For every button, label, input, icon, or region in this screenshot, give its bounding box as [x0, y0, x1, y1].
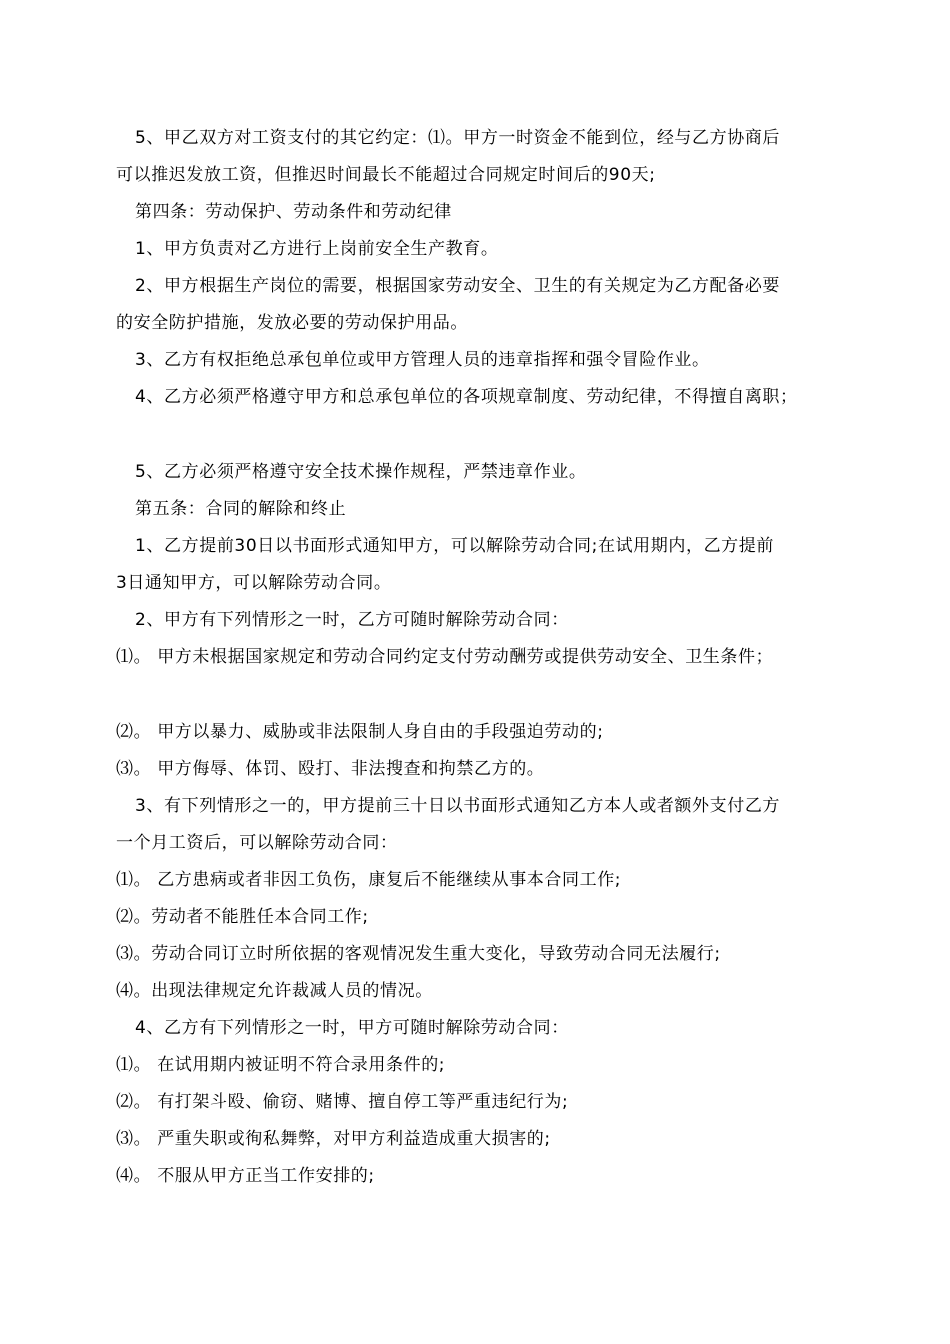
paragraph-line: 1、甲方负责对乙方进行上岗前安全生产教育。 [135, 239, 499, 259]
paragraph-line: 3、有下列情形之一的，甲方提前三十日以书面形式通知乙方本人或者额外支付乙方 [135, 796, 781, 816]
paragraph-line: 2、甲方根据生产岗位的需要，根据国家劳动安全、卫生的有关规定为乙方配备必要 [135, 276, 781, 296]
paragraph-line: 的安全防护措施，发放必要的劳动保护用品。 [116, 313, 468, 333]
paragraph-line: 4、乙方必须严格遵守甲方和总承包单位的各项规章制度、劳动纪律，不得擅自离职； [135, 387, 798, 407]
paragraph-line: 一个月工资后，可以解除劳动合同： [116, 833, 398, 853]
paragraph-line: 4、乙方有下列情形之一时，甲方可随时解除劳动合同： [135, 1018, 569, 1038]
section-heading: 第五条：合同的解除和终止 [135, 499, 347, 519]
list-item: ⑷。出现法律规定允许裁减人员的情况。 [116, 981, 433, 1001]
paragraph-line: 5、甲乙双方对工资支付的其它约定：⑴。甲方一时资金不能到位，经与乙方协商后 [135, 128, 781, 148]
list-item: ⑶。 严重失职或徇私舞弊，对甲方利益造成重大损害的; [116, 1129, 551, 1149]
paragraph-line: 2、甲方有下列情形之一时，乙方可随时解除劳动合同： [135, 610, 569, 630]
paragraph-line: 可以推迟发放工资，但推迟时间最长不能超过合同规定时间后的90天; [116, 165, 656, 185]
list-item: ⑴。 在试用期内被证明不符合录用条件的; [116, 1055, 446, 1075]
section-heading: 第四条：劳动保护、劳动条件和劳动纪律 [135, 202, 452, 222]
paragraph-line: 1、乙方提前30日以书面形式通知甲方，可以解除劳动合同;在试用期内，乙方提前 [135, 536, 774, 556]
list-item: ⑷。 不服从甲方正当工作安排的; [116, 1166, 375, 1186]
paragraph-line: 3、乙方有权拒绝总承包单位或甲方管理人员的违章指挥和强令冒险作业。 [135, 350, 710, 370]
list-item: ⑶。劳动合同订立时所依据的客观情况发生重大变化，导致劳动合同无法履行; [116, 944, 721, 964]
paragraph-line: 3日通知甲方，可以解除劳动合同。 [116, 573, 392, 593]
list-item: ⑴。 乙方患病或者非因工负伤，康复后不能继续从事本合同工作; [116, 870, 622, 890]
list-item: ⑴。 甲方未根据国家规定和劳动合同约定支付劳动酬劳或提供劳动安全、卫生条件； [116, 647, 774, 667]
list-item: ⑶。 甲方侮辱、体罚、殴打、非法搜查和拘禁乙方的。 [116, 759, 545, 779]
paragraph-line: 5、乙方必须严格遵守安全技术操作规程，严禁违章作业。 [135, 462, 587, 482]
list-item: ⑵。 甲方以暴力、威胁或非法限制人身自由的手段强迫劳动的; [116, 722, 604, 742]
list-item: ⑵。劳动者不能胜任本合同工作; [116, 907, 369, 927]
list-item: ⑵。 有打架斗殴、偷窃、赌博、擅自停工等严重违纪行为; [116, 1092, 569, 1112]
